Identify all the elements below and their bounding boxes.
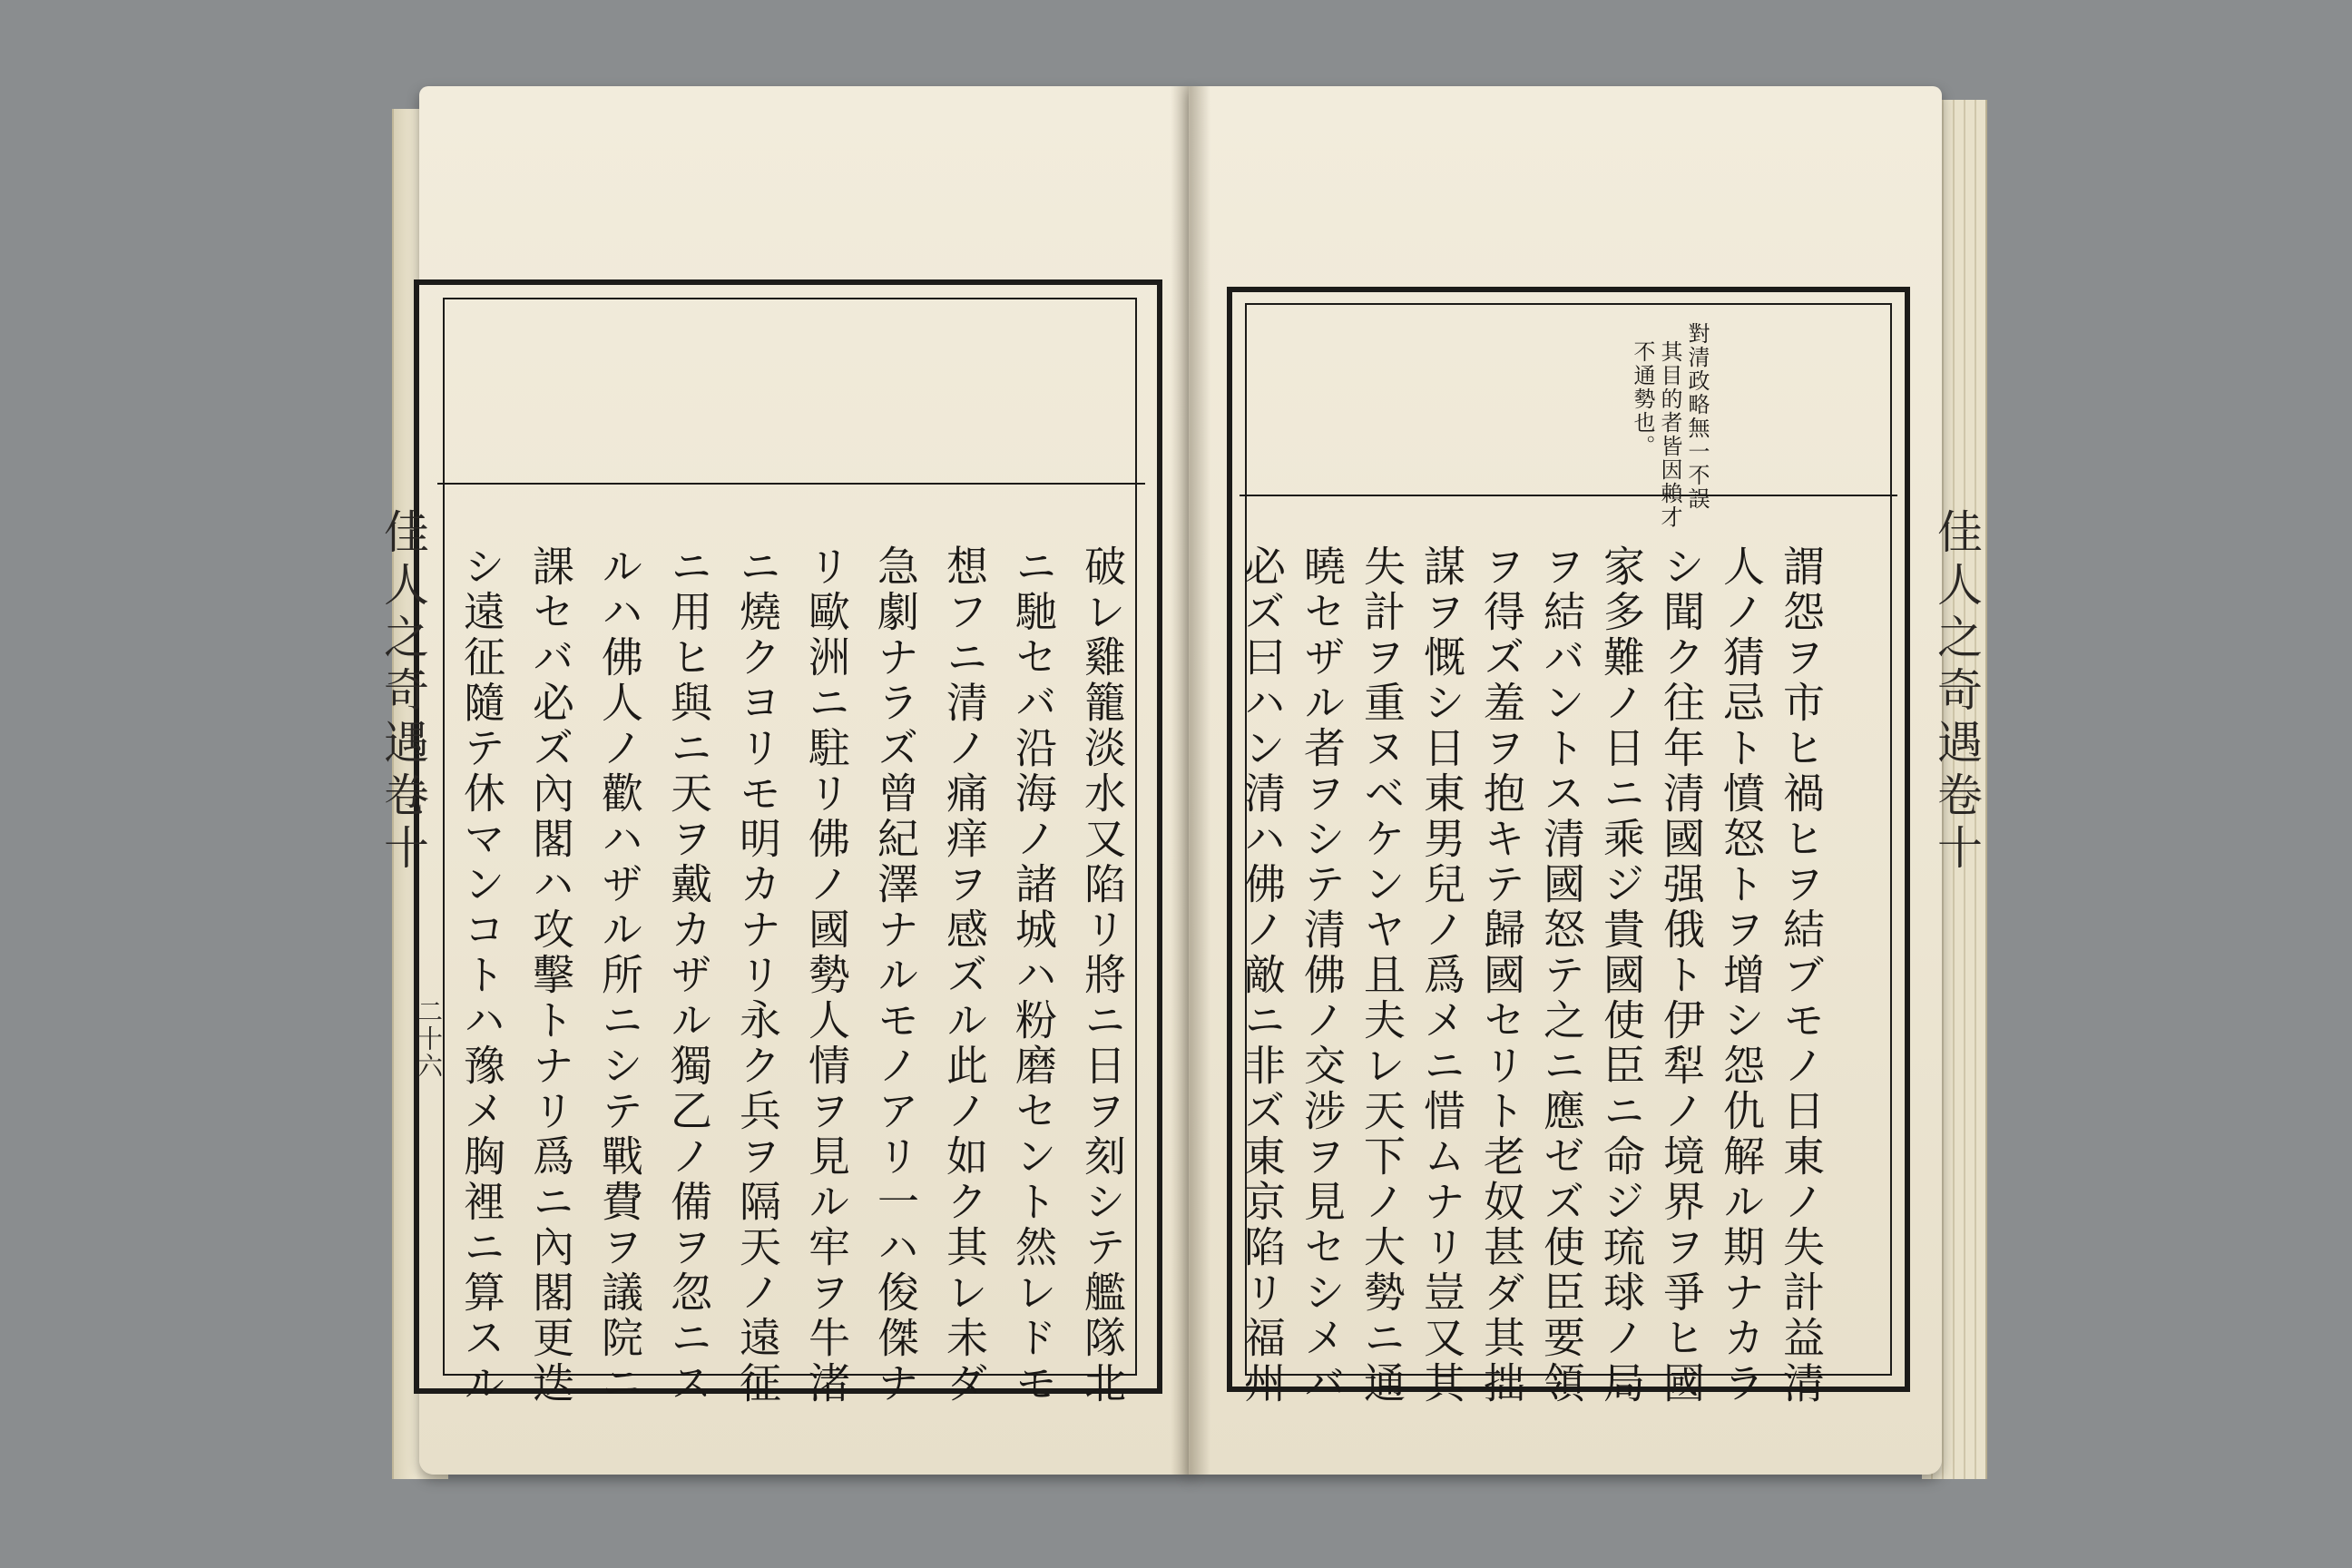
right_page-column: 必ズ曰ハン清ハ佛ノ敵ニ非ズ東京陷リ福州 — [1238, 544, 1287, 1406]
left-header-rule — [437, 483, 1145, 485]
head-note-line: 對清政略無一不誤 — [1684, 322, 1710, 511]
right_page-column: 人ノ猜忌ト憤怒トヲ增シ怨仇解ル期ナカラ — [1717, 544, 1766, 1406]
head-note-line: 其目的者皆因賴才 — [1657, 340, 1682, 529]
right-header-rule — [1240, 495, 1897, 496]
book-gutter — [1171, 86, 1210, 1475]
right_page-column: 家多難ノ日ニ乘ジ貴國使臣ニ命ジ琉球ノ局 — [1597, 544, 1646, 1406]
left-margin-title: 佳人之奇遇卷十 — [377, 508, 429, 877]
left_page-column: 破レ雞籠淡水又陷リ將ニ日ヲ刻シテ艦隊北 — [1078, 544, 1127, 1406]
right_page-column: ヲ得ズ羞ヲ抱キテ歸國セリト老奴甚ダ其拙 — [1477, 544, 1526, 1406]
right_page-column: 謀ヲ慨シ日東男兒ノ爲メニ惜ムナリ豈又其 — [1417, 544, 1466, 1406]
left-top-rule — [414, 279, 1162, 285]
left_page-column: シ遠征隨テ休マンコトハ豫メ胸裡ニ算スル — [457, 544, 506, 1406]
right_page-column: 謂怨ヲ市ヒ禍ヒヲ結ブモノ日東ノ失計益清 — [1777, 544, 1826, 1406]
head-note-line: 不通勢也。 — [1630, 340, 1655, 458]
left_page-column: ニ燒クヨリモ明カナリ永ク兵ヲ隔天ノ遠征 — [733, 544, 782, 1406]
left_page-column: 課セバ必ズ內閣ハ攻擊トナリ爲ニ內閣更迭 — [526, 544, 575, 1406]
left_page-column: ルハ佛人ノ歡ハザル所ニシテ戰費ヲ議院ニ — [595, 544, 644, 1406]
right_page-column: ヲ結バントス清國怒テ之ニ應ゼズ使臣要領 — [1537, 544, 1586, 1406]
left-folio: 二十六 — [414, 998, 444, 1080]
right_page-column: 失計ヲ重ヌベケンヤ且夫レ天下ノ大勢ニ通 — [1357, 544, 1406, 1406]
right_page-column: 曉セザル者ヲシテ清佛ノ交涉ヲ見セシメバ — [1298, 544, 1347, 1406]
right-margin-title: 佳人之奇遇卷十 — [1930, 508, 1983, 877]
left_page-column: 想フニ清ノ痛痒ヲ感ズル此ノ如ク其レ未ダ — [940, 544, 989, 1406]
left_page-column: ニ用ヒ與ニ天ヲ戴カザル獨乙ノ備ヲ忽ニス — [664, 544, 713, 1406]
right_page-column: シ聞ク往年清國强俄ト伊犁ノ境界ヲ爭ヒ國 — [1657, 544, 1706, 1406]
left_page-column: リ歐洲ニ駐リ佛ノ國勢人情ヲ見ル牢ヲ牛渚 — [802, 544, 851, 1406]
left_page-column: 急劇ナラズ曾紀澤ナルモノアリ一ハ俊傑ナ — [871, 544, 920, 1406]
left_page-column: ニ馳セバ沿海ノ諸城ハ粉磨セント然レドモ — [1009, 544, 1058, 1406]
